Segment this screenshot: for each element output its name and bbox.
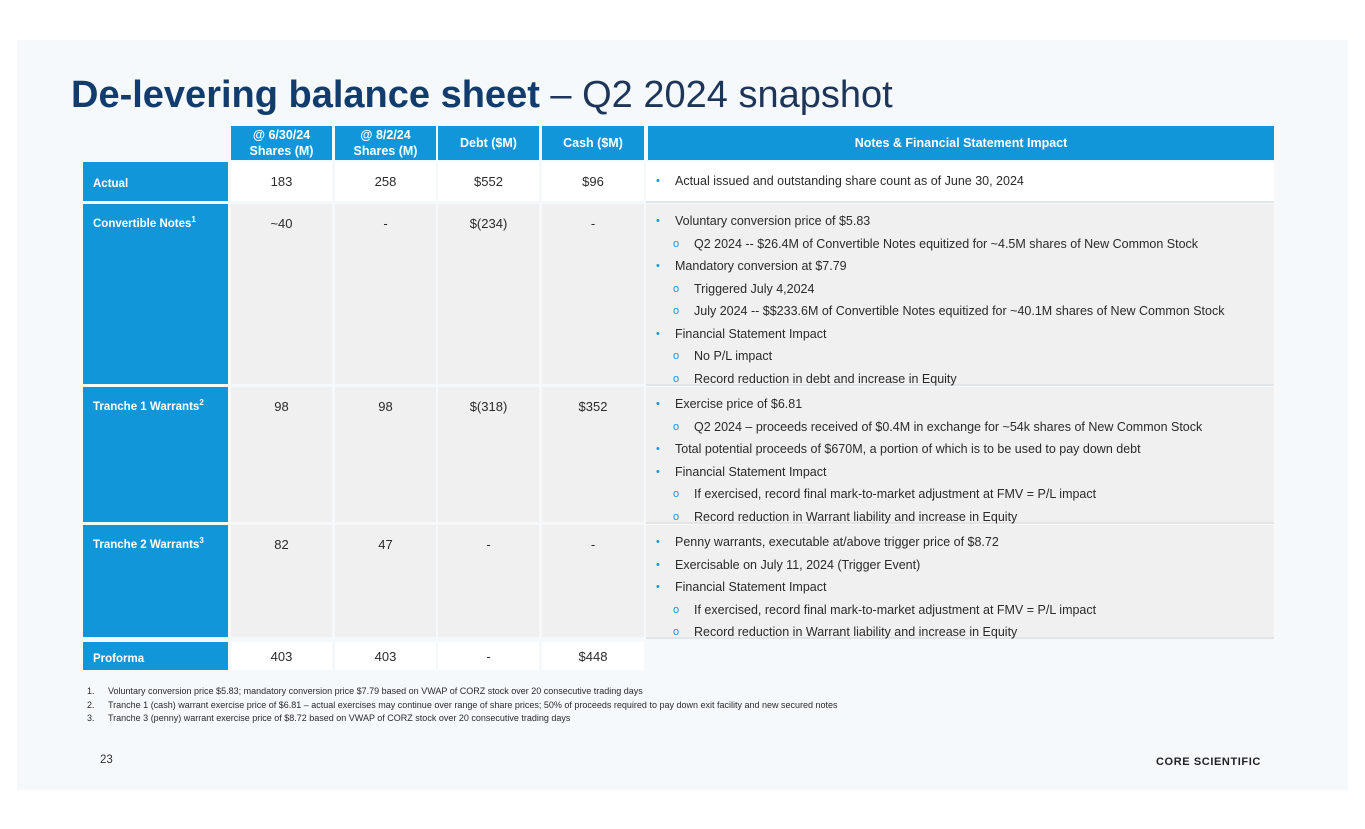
bullet-icon: • xyxy=(656,581,660,593)
notes-cell xyxy=(646,387,1274,522)
column-header-notes: Notes & Financial Statement Impact xyxy=(648,126,1274,160)
column-header-debt: Debt ($M) xyxy=(438,126,539,160)
footnote: 1. Voluntary conversion price $5.83; mandatory conversion price $7.79 based on VWAP of CORZ stock over 20 consecutive trading days xyxy=(87,686,643,696)
footnote-ref: 2 xyxy=(199,398,204,407)
circle-bullet-icon: o xyxy=(673,305,680,317)
notes-cell xyxy=(646,204,1274,384)
circle-bullet-icon: o xyxy=(673,488,680,500)
cell-debt: $(318) xyxy=(438,387,539,522)
bullet-item: • Exercisable on July 11, 2024 (Trigger Event) xyxy=(656,554,1274,577)
column-header-cash: Cash ($M) xyxy=(542,126,644,160)
sub-bullet-item: o Q2 2024 – proceeds received of $0.4M in exchange for ~54k shares of New Common Stock xyxy=(656,416,1274,439)
bullet-icon: • xyxy=(656,327,660,340)
bullet-icon: • xyxy=(656,260,660,272)
bullet-item: • Financial Statement Impact xyxy=(656,461,1274,484)
bullet-item: • Exercise price of $6.81 xyxy=(656,393,1274,416)
sub-bullet-item: o July 2024 -- $$233.6M of Convertible Notes equitized for ~40.1M shares of New Common Stock xyxy=(656,300,1274,323)
circle-bullet-icon: o xyxy=(673,420,680,433)
circle-bullet-icon: o xyxy=(673,282,680,295)
column-header-shares-82: @ 8/2/24 Shares (M) xyxy=(335,126,436,160)
bullet-icon: • xyxy=(656,536,660,548)
title-bold: De-levering balance sheet xyxy=(71,74,540,116)
cell-cash: - xyxy=(542,525,644,637)
bullet-item: • Mandatory conversion at $7.79 xyxy=(656,255,1274,278)
sub-bullet-item: o Triggered July 4,2024 xyxy=(656,278,1274,301)
circle-bullet-icon: o xyxy=(673,237,680,250)
bullet-icon: • xyxy=(656,465,660,478)
row-label: Tranche 1 Warrants$^2$ xyxy=(83,387,228,522)
sub-bullet-item: o Record reduction in Warrant liability and increase in Equity xyxy=(656,621,1274,644)
row-label: Convertible Notes$^1$ xyxy=(83,204,228,384)
cell-shares-630: 403 xyxy=(231,642,332,670)
sub-bullet-item: o Record reduction in debt and increase in Equity xyxy=(656,368,1274,391)
column-header-shares-630: @ 6/30/24 Shares (M) xyxy=(231,126,332,160)
cell-shares-82: 47 xyxy=(335,525,436,637)
footnote: 3. Tranche 3 (penny) warrant exercise price of $8.72 based on VWAP of CORZ stock over 20 consecutive trading days xyxy=(87,713,571,723)
cell-debt: $(234) xyxy=(438,204,539,384)
circle-bullet-icon: o xyxy=(673,350,680,362)
page-number: 23 xyxy=(100,754,113,766)
sub-bullet-item: o No P/L impact xyxy=(656,345,1274,368)
cell-debt: - xyxy=(438,525,539,637)
footnote: 2. Tranche 1 (cash) warrant exercise price of $6.81 – actual exercises may continue over range of share prices; 50% of proceeds required to pay down exit facility and new secured notes xyxy=(87,699,838,710)
bullet-icon: • xyxy=(656,558,660,571)
circle-bullet-icon: o xyxy=(673,372,680,385)
cell-shares-82: 98 xyxy=(335,387,436,522)
cell-debt: $552 xyxy=(438,162,539,201)
cell-shares-82: 258 xyxy=(335,162,436,201)
page-title xyxy=(71,72,893,118)
company-logo: CORE SCIENTIFIC xyxy=(1156,756,1261,768)
cell-shares-630: 98 xyxy=(231,387,332,522)
sub-bullet-item: o If exercised, record final mark-to-market adjustment at FMV = P/L impact xyxy=(656,599,1274,622)
bullet-item: • Penny warrants, executable at/above trigger price of $8.72 xyxy=(656,531,1274,554)
footnotes xyxy=(87,685,838,726)
bullet-icon: • xyxy=(656,398,660,410)
bullet-item: • Total potential proceeds of $670M, a portion of which is to be used to pay down debt xyxy=(656,438,1274,461)
bullet-item: • Actual issued and outstanding share count as of June 30, 2024 xyxy=(656,170,1274,193)
row-label: Actual xyxy=(83,162,228,201)
cell-shares-82: - xyxy=(335,204,436,384)
circle-bullet-icon: o xyxy=(673,510,680,523)
sub-bullet-item: o If exercised, record final mark-to-market adjustment at FMV = P/L impact xyxy=(656,483,1274,506)
notes-cell xyxy=(646,525,1274,637)
cell-shares-630: 82 xyxy=(231,525,332,637)
bullet-icon: • xyxy=(656,443,660,455)
cell-cash: - xyxy=(542,204,644,384)
bullet-item: • Financial Statement Impact xyxy=(656,576,1274,599)
bullet-icon: • xyxy=(656,215,660,227)
bullet-item: • Financial Statement Impact xyxy=(656,323,1274,346)
cell-shares-630: ~40 xyxy=(231,204,332,384)
circle-bullet-icon: o xyxy=(673,603,680,616)
notes-cell xyxy=(646,162,1274,201)
row-label: Proforma xyxy=(83,642,228,670)
cell-shares-630: 183 xyxy=(231,162,332,201)
cell-shares-82: 403 xyxy=(335,642,436,670)
cell-cash: $352 xyxy=(542,387,644,522)
cell-cash: $448 xyxy=(542,642,644,670)
sub-bullet-item: o Record reduction in Warrant liability and increase in Equity xyxy=(656,506,1274,529)
sub-bullet-item: o Q2 2024 -- $26.4M of Convertible Notes equitized for ~4.5M shares of New Common Stock xyxy=(656,233,1274,256)
circle-bullet-icon: o xyxy=(673,626,680,638)
bullet-item: • Voluntary conversion price of $5.83 xyxy=(656,210,1274,233)
row-label: Tranche 2 Warrants$^3$ xyxy=(83,525,228,637)
bullet-icon: • xyxy=(656,175,660,187)
cell-cash: $96 xyxy=(542,162,644,201)
footnote-ref: 1 xyxy=(191,215,196,224)
title-rest: – Q2 2024 snapshot xyxy=(539,74,893,116)
footnote-ref: 3 xyxy=(199,536,204,545)
cell-debt: - xyxy=(438,642,539,670)
